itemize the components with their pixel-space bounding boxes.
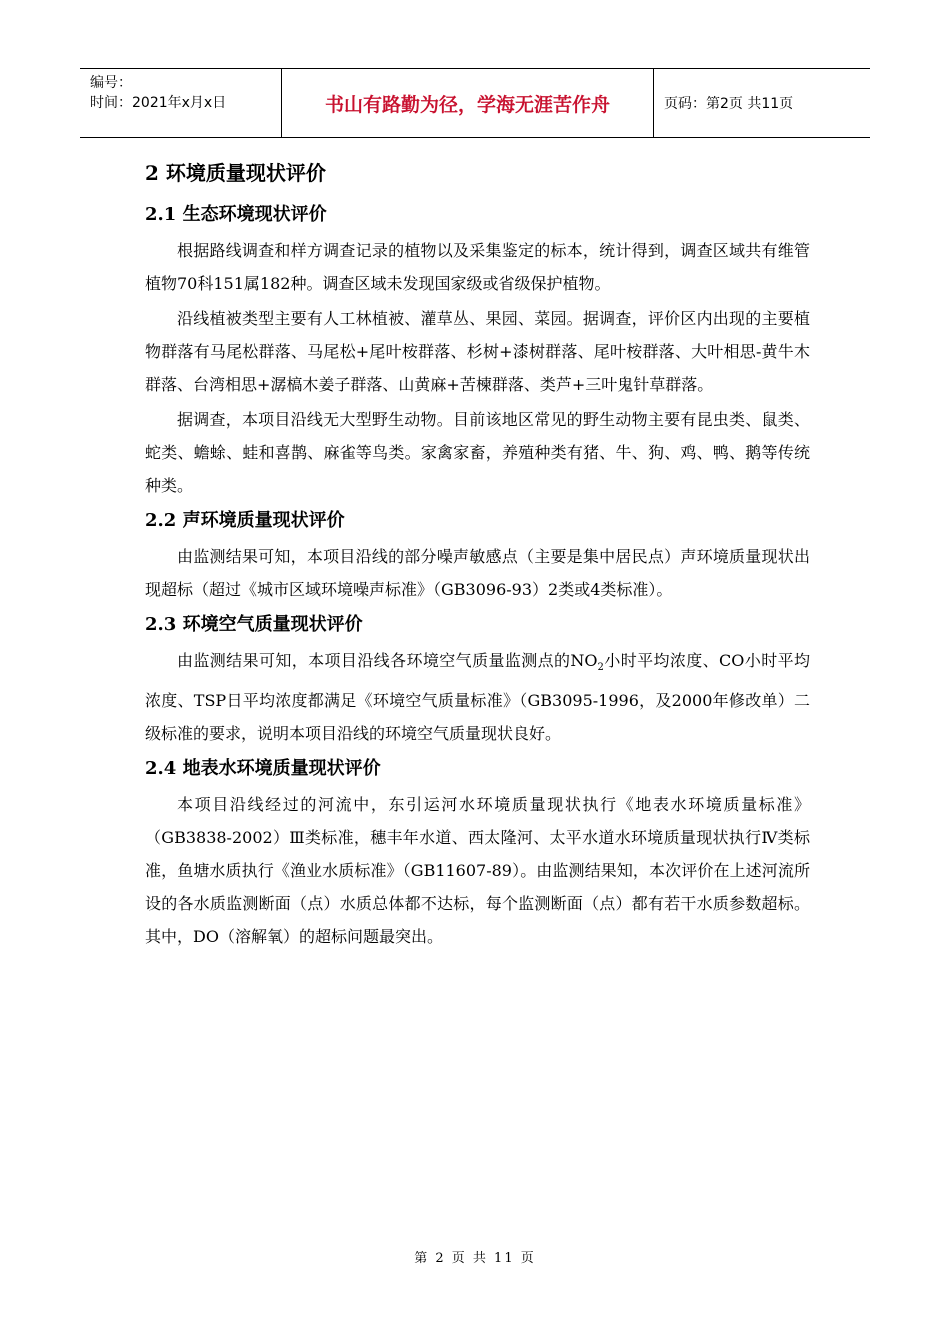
- document-number-label: 编号：: [90, 75, 132, 91]
- paragraph-air: [145, 644, 810, 750]
- page-footer: 第 2 页 共 11 页: [414, 1251, 536, 1266]
- document-date-label: 时间：2021年x月x日: [90, 95, 227, 111]
- paragraph-air-part1: 由监测结果可知，本项目沿线各环境空气质量监测点的NO: [177, 651, 598, 670]
- subsection-title-noise: 2.2 声环境质量现状评价: [145, 510, 345, 531]
- paragraph-ecology-animals: 据调查，本项目沿线无大型野生动物。目前该地区常见的野生动物主要有昆虫类、鼠类、蛇类、蟾蜍、蛙和喜鹊、麻雀等鸟类。家禽家畜，养殖种类有猪、牛、狗、鸡、鸭、鹅等传统种类。: [145, 410, 810, 495]
- section-title: 2 环境质量现状评价: [145, 161, 326, 185]
- paragraph-ecology-plants: 根据路线调查和样方调查记录的植物以及采集鉴定的标本，统计得到，调查区域共有维管植物70科151属182种。调查区域未发现国家级或省级保护植物。: [145, 241, 810, 293]
- paragraph-noise: 由监测结果可知，本项目沿线的部分噪声敏感点（主要是集中居民点）声环境质量现状出现超标（超过《城市区域环境噪声标准》（GB3096-93）2类或4类标准）。: [145, 547, 810, 599]
- subsection-title-surface-water: 2.4 地表水环境质量现状评价: [145, 758, 381, 780]
- subsection-title-air: 2.3 环境空气质量现状评价: [145, 614, 363, 635]
- header-page-info: 页码：第2页 共11页: [664, 96, 794, 112]
- no2-subscript: 2: [597, 662, 604, 674]
- header-motto: 书山有路勤为径，学海无涯苦作舟: [282, 69, 654, 137]
- page-header: [80, 68, 870, 138]
- paragraph-air-part2: 小时平均浓度、CO小时平均浓度、TSP日平均浓度都满足《环境空气质量标准》（GB3095-1996，及2000年修改单）二级标准的要求，说明本项目沿线的环境空气质量现状良好。: [145, 651, 810, 744]
- paragraph-surface-water: 本项目沿线经过的河流中，东引运河水环境质量现状执行《地表水环境质量标准》（GB3838-2002）Ⅲ类标准，穗丰年水道、西太隆河、太平水道水环境质量现状执行Ⅳ类标准，鱼塘水质执行《渔业水质标准》（GB11607-89）。由监测结果知，本次评价在上述河流所设的各水质监测断面（点）水质总体都不达标，每个监测断面（点）都有若干水质参数超标。其中，DO（溶解氧）的超标问题最突出。: [145, 795, 810, 947]
- header-left-cell: [80, 69, 282, 137]
- subsection-title-ecology: 2.1 生态环境现状评价: [145, 204, 327, 225]
- paragraph-ecology-vegetation: 沿线植被类型主要有人工林植被、灌草丛、果园、菜园。据调查，评价区内出现的主要植物群落有马尾松群落、马尾松+尾叶桉群落、杉树+漆树群落、尾叶桉群落、大叶相思-黄牛木群落、台湾相思+潺槁木姜子群落、山黄麻+苦楝群落、类芦+三叶鬼针草群落。: [145, 309, 810, 394]
- document-body: [145, 150, 810, 955]
